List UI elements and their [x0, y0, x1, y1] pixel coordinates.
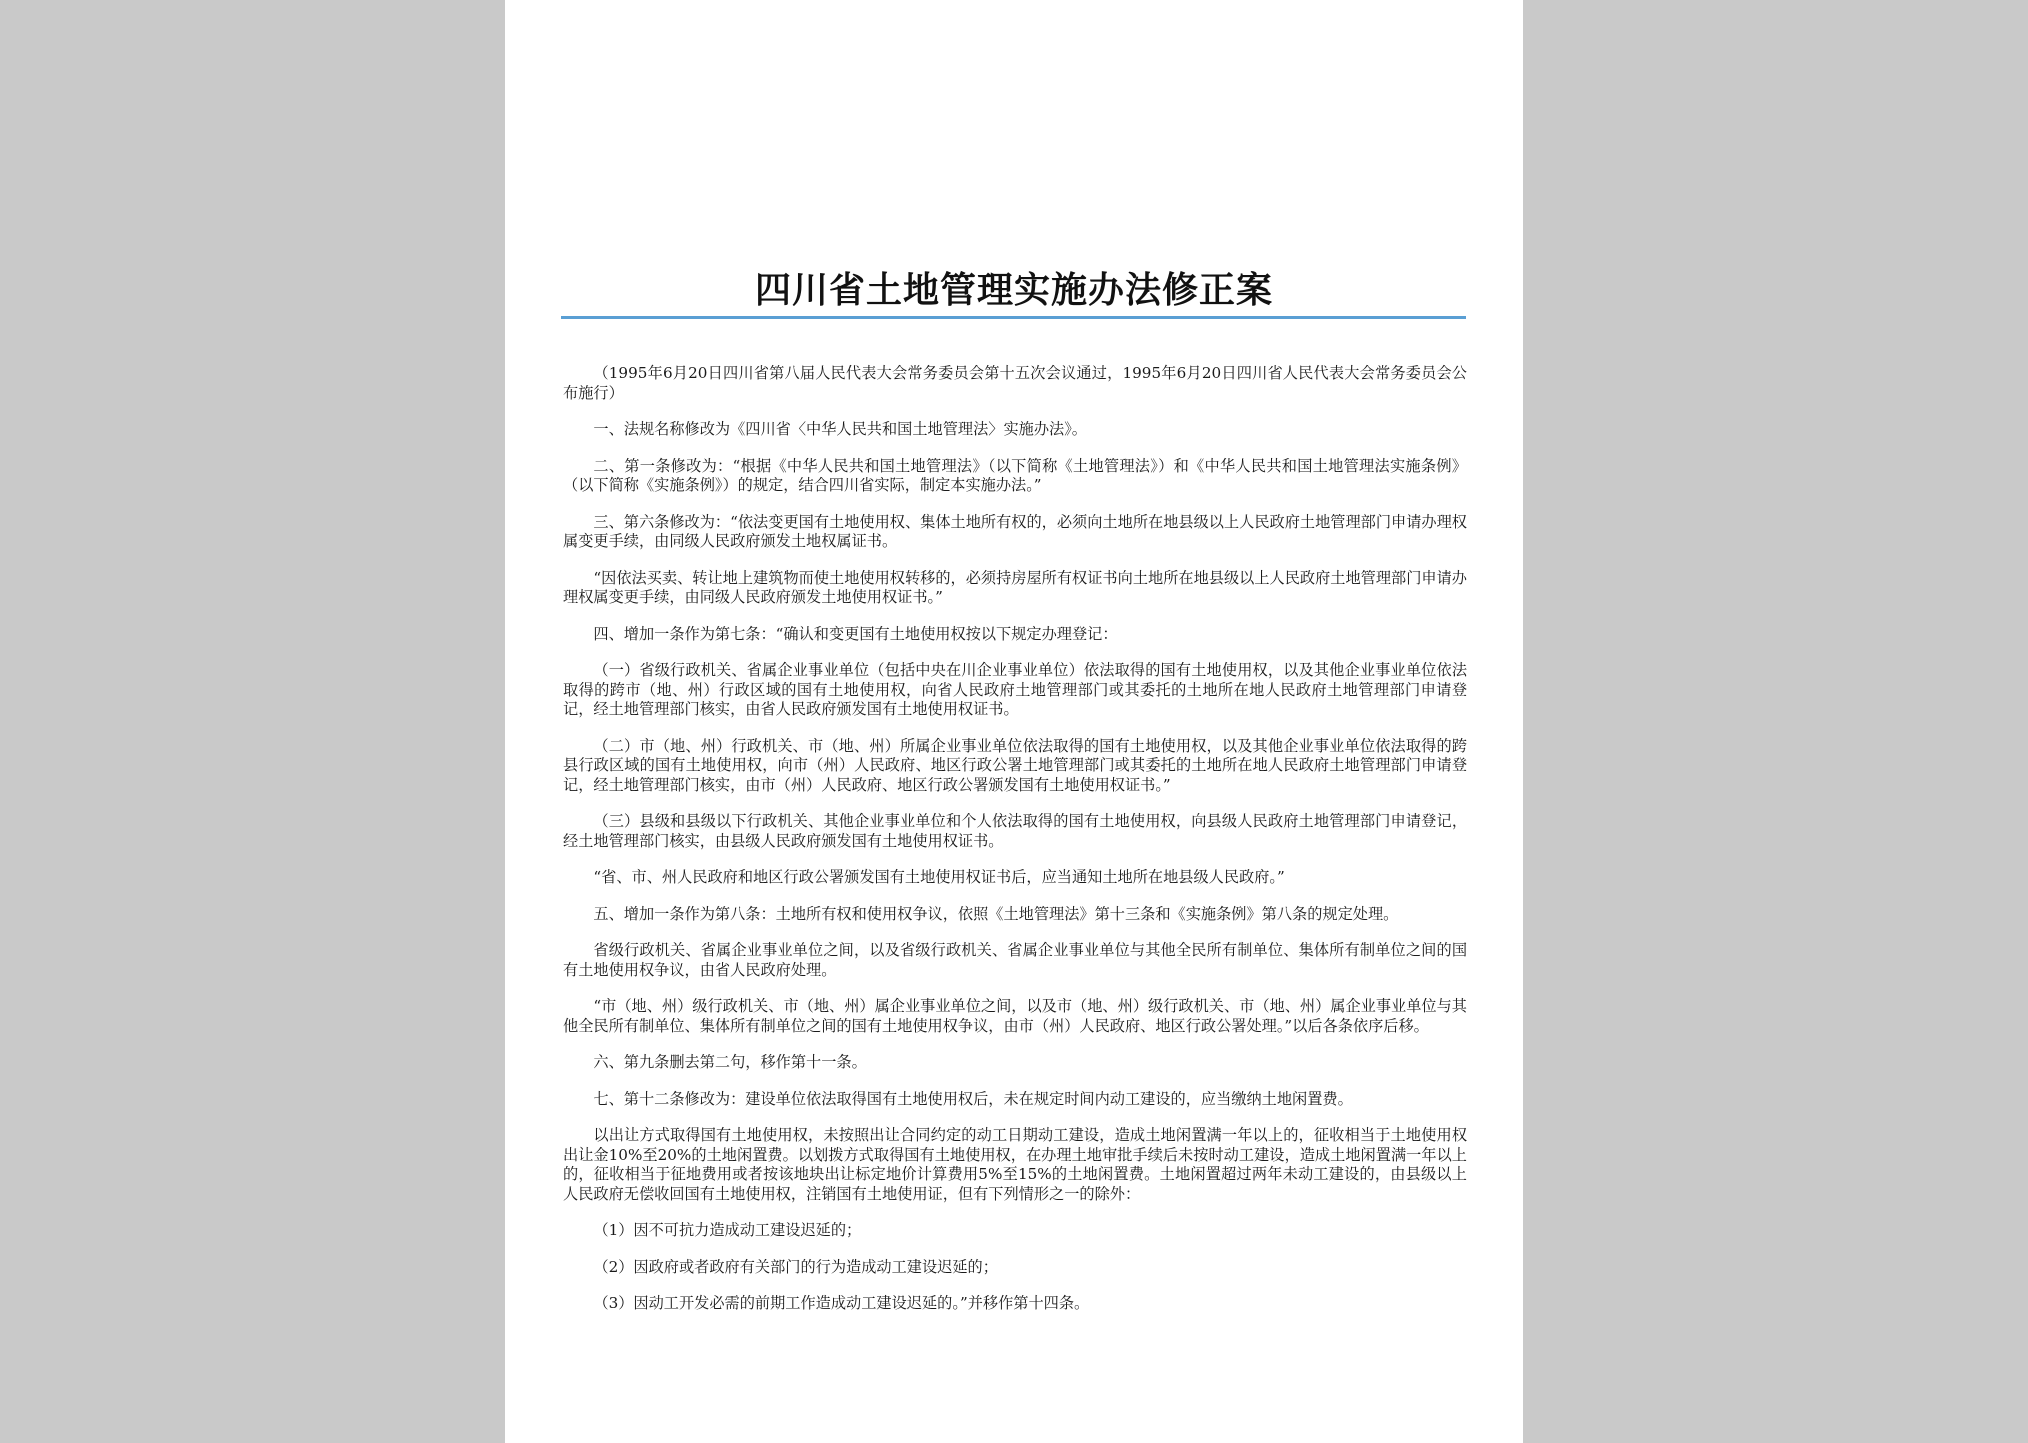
body-paragraph: “省、市、州人民政府和地区行政公署颁发国有土地使用权证书后，应当通知土地所在地县级人民政府。” — [593, 868, 1285, 886]
list-item: （1）因不可抗力造成动工建设迟延的； — [593, 1221, 862, 1239]
body-paragraph: 以出让方式取得国有土地使用权，未按照出让合同约定的动工日期动工建设，造成土地闲置满一年以上的，征收相当于土地使用权出让金10%至20%的土地闲置费。以划拨方式取得国有土地使用权，在办理土地审批手续后未按时动工建设，造成土地闲置满一年以上的，征收相当于征地费用或者按该地块出让标定地价计算费用5%至15%的土地闲置费。土地闲置超过两年未动工建设的，由县级以上人民政府无偿收回国有土地使用权，注销国有土地使用证，但有下列情形之一的除外： — [563, 1126, 1467, 1203]
document-body — [563, 364, 1467, 1331]
body-paragraph: 二、第一条修改为：“根据《中华人民共和国土地管理法》（以下简称《土地管理法》）和《中华人民共和国土地管理法实施条例》（以下简称《实施条例》）的规定，结合四川省实际，制定本实施办法。” — [563, 456, 1467, 494]
body-paragraph: （一）省级行政机关、省属企业事业单位（包括中央在川企业事业单位）依法取得的国有土地使用权，以及其他企业事业单位依法取得的跨市（地、州）行政区域的国有土地使用权，向省人民政府土地管理部门或其委托的土地所在地人民政府土地管理部门申请登记，经土地管理部门核实，由省人民政府颁发国有土地使用权证书。 — [563, 661, 1467, 718]
document-page — [505, 0, 1523, 1443]
body-paragraph: 五、增加一条作为第八条：土地所有权和使用权争议，依照《土地管理法》第十三条和《实施条例》第八条的规定处理。 — [593, 904, 1399, 923]
body-paragraph: 省级行政机关、省属企业事业单位之间，以及省级行政机关、省属企业事业单位与其他全民所有制单位、集体所有制单位之间的国有土地使用权争议，由省人民政府处理。 — [563, 941, 1467, 979]
body-paragraph: “市（地、州）级行政机关、市（地、州）属企业事业单位之间，以及市（地、州）级行政机关、市（地、州）属企业事业单位与其他全民所有制单位、集体所有制单位之间的国有土地使用权争议，由市（州）人民政府、地区行政公署处理。”以后各条依序后移。 — [563, 997, 1467, 1035]
body-paragraph: 六、第九条删去第二句，移作第十一条。 — [593, 1053, 867, 1071]
document-title: 四川省土地管理实施办法修正案 — [754, 269, 1273, 311]
body-paragraph: （三）县级和县级以下行政机关、其他企业事业单位和个人依法取得的国有土地使用权，向县级人民政府土地管理部门申请登记，经土地管理部门核实，由县级人民政府颁发国有土地使用权证书。 — [563, 812, 1467, 850]
body-paragraph: “因依法买卖、转让地上建筑物而使土地使用权转移的，必须持房屋所有权证书向土地所在地县级以上人民政府土地管理部门申请办理权属变更手续，由同级人民政府颁发土地使用权证书。” — [563, 568, 1467, 606]
body-paragraph: 四、增加一条作为第七条：“确认和变更国有土地使用权按以下规定办理登记： — [593, 624, 1118, 643]
list-item: （3）因动工开发必需的前期工作造成动工建设迟延的。”并移作第十四条。 — [593, 1294, 1090, 1312]
title-underline — [561, 316, 1466, 319]
preamble-paragraph: （1995年6月20日四川省第八届人民代表大会常务委员会第十五次会议通过，1995年6月20日四川省人民代表大会常务委员会公布施行） — [563, 364, 1467, 402]
body-paragraph: 一、法规名称修改为《四川省〈中华人民共和国土地管理法〉实施办法》。 — [593, 420, 1087, 438]
body-paragraph: 三、第六条修改为：“依法变更国有土地使用权、集体土地所有权的，必须向土地所在地县级以上人民政府土地管理部门申请办理权属变更手续，由同级人民政府颁发土地权属证书。 — [563, 512, 1467, 550]
body-paragraph: （二）市（地、州）行政机关、市（地、州）所属企业事业单位依法取得的国有土地使用权，以及其他企业事业单位依法取得的跨县行政区域的国有土地使用权，向市（州）人民政府、地区行政公署土地管理部门或其委托的土地所在地人民政府土地管理部门申请登记，经土地管理部门核实，由市（州）人民政府、地区行政公署颁发国有土地使用权证书。” — [563, 736, 1467, 794]
list-item: （2）因政府或者政府有关部门的行为造成动工建设迟延的； — [593, 1257, 998, 1276]
body-paragraph: 七、第十二条修改为：建设单位依法取得国有土地使用权后，未在规定时间内动工建设的，应当缴纳土地闲置费。 — [593, 1089, 1353, 1108]
